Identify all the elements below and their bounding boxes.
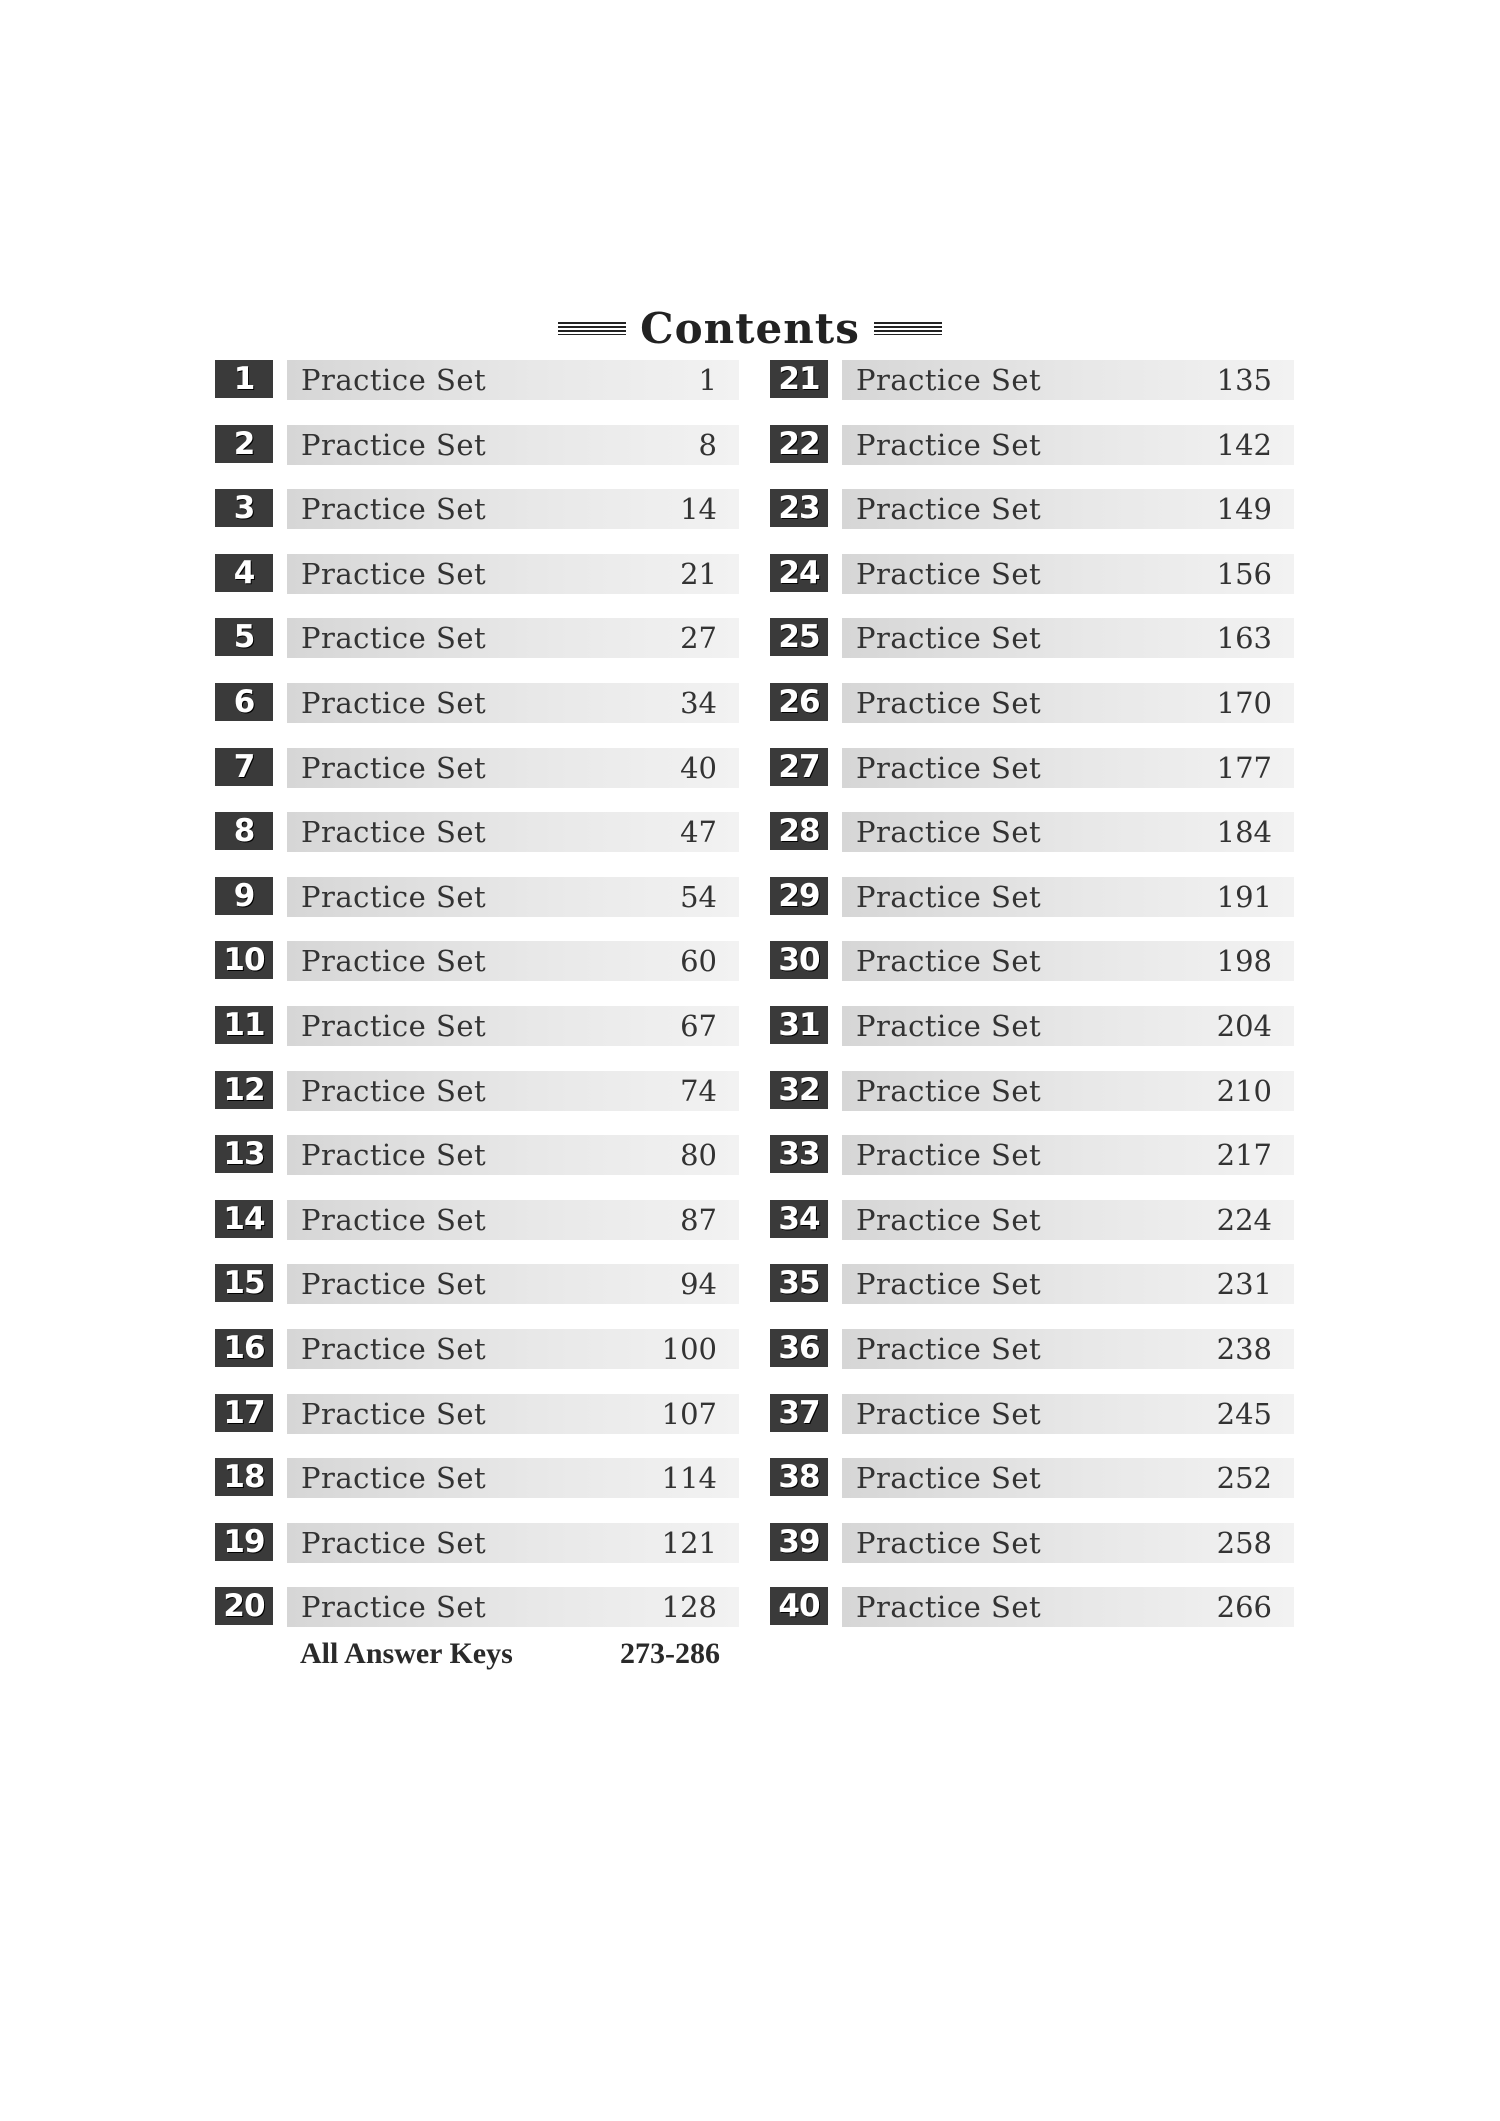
entry-label: Practice Set [856, 1008, 1042, 1043]
entry-page-number: 142 [1216, 427, 1272, 462]
entry-page-number: 114 [661, 1461, 717, 1496]
entry-label: Practice Set [301, 427, 487, 462]
contents-entry[interactable] [215, 554, 755, 596]
entry-page-number: 135 [1216, 363, 1272, 397]
entry-page-number: 47 [680, 815, 717, 850]
entry-page-number: 100 [661, 1331, 717, 1366]
contents-entry[interactable] [215, 812, 755, 854]
contents-entry[interactable] [215, 1264, 755, 1306]
entry-label: Practice Set [856, 1331, 1042, 1366]
set-number-badge: 27 [770, 748, 828, 786]
set-number-badge: 14 [215, 1200, 273, 1238]
set-number-badge: 19 [215, 1523, 273, 1561]
answer-keys-entry[interactable] [300, 1637, 720, 1677]
set-number-badge: 22 [770, 425, 828, 463]
set-number-badge: 15 [215, 1264, 273, 1302]
entry-label: Practice Set [856, 1590, 1042, 1625]
entry-label: Practice Set [301, 1331, 487, 1366]
entry-label: Practice Set [301, 750, 487, 785]
entry-page-number: 1 [698, 363, 717, 397]
entry-label: Practice Set [301, 685, 487, 720]
contents-entry[interactable] [770, 1135, 1310, 1177]
set-number-badge: 21 [770, 360, 828, 398]
entry-label: Practice Set [301, 944, 487, 979]
entry-page-number: 40 [680, 750, 717, 785]
contents-entry[interactable] [770, 554, 1310, 596]
entry-page-number: 121 [661, 1525, 717, 1560]
contents-entry[interactable] [770, 1071, 1310, 1113]
contents-entry[interactable] [770, 1329, 1310, 1371]
set-number-badge: 28 [770, 812, 828, 850]
entry-label: Practice Set [856, 750, 1042, 785]
contents-entry[interactable] [215, 1071, 755, 1113]
entry-page-number: 217 [1216, 1138, 1272, 1173]
contents-entry[interactable] [770, 1264, 1310, 1306]
entry-page-number: 156 [1216, 556, 1272, 591]
contents-entry[interactable] [215, 683, 755, 725]
set-number-badge: 40 [770, 1587, 828, 1625]
entry-page-number: 204 [1216, 1008, 1272, 1043]
set-number-badge: 18 [215, 1458, 273, 1496]
contents-column-left [215, 360, 755, 1652]
contents-entry[interactable] [215, 1458, 755, 1500]
contents-heading [0, 302, 1500, 354]
set-number-badge: 36 [770, 1329, 828, 1367]
set-number-badge: 33 [770, 1135, 828, 1173]
page-title: Contents [640, 303, 860, 353]
contents-column-right [770, 360, 1310, 1652]
contents-entry[interactable] [215, 1523, 755, 1565]
contents-entry[interactable] [215, 489, 755, 531]
set-number-badge: 17 [215, 1394, 273, 1432]
entry-label: Practice Set [301, 1267, 487, 1302]
entry-label: Practice Set [856, 427, 1042, 462]
entry-page-number: 21 [680, 556, 717, 591]
entry-label: Practice Set [856, 944, 1042, 979]
entry-label: Practice Set [301, 1396, 487, 1431]
set-number-badge: 23 [770, 489, 828, 527]
entry-page-number: 60 [680, 944, 717, 979]
title-rule-left [558, 322, 626, 335]
entry-label: Practice Set [301, 1461, 487, 1496]
set-number-badge: 6 [215, 683, 273, 721]
entry-page-number: 231 [1216, 1267, 1272, 1302]
entry-label: Practice Set [301, 1008, 487, 1043]
contents-entry[interactable] [770, 1458, 1310, 1500]
set-number-badge: 20 [215, 1587, 273, 1625]
entry-label: Practice Set [301, 1590, 487, 1625]
contents-entry[interactable] [770, 618, 1310, 660]
answer-keys-label: All Answer Keys [300, 1637, 513, 1670]
entry-page-number: 170 [1216, 685, 1272, 720]
contents-entry[interactable] [770, 1523, 1310, 1565]
contents-entry[interactable] [215, 1329, 755, 1371]
contents-entry[interactable] [215, 618, 755, 660]
entry-page-number: 107 [661, 1396, 717, 1431]
entry-page-number: 184 [1216, 815, 1272, 850]
entry-label: Practice Set [856, 1202, 1042, 1237]
entry-page-number: 163 [1216, 621, 1272, 656]
contents-entry[interactable] [770, 877, 1310, 919]
entry-label: Practice Set [856, 879, 1042, 914]
set-number-badge: 31 [770, 1006, 828, 1044]
entry-page-number: 252 [1216, 1461, 1272, 1496]
entry-label: Practice Set [856, 1461, 1042, 1496]
contents-entry[interactable] [770, 1394, 1310, 1436]
contents-entry[interactable] [215, 941, 755, 983]
entry-page-number: 128 [661, 1590, 717, 1625]
entry-page-number: 34 [680, 685, 717, 720]
entry-label: Practice Set [301, 363, 487, 397]
entry-page-number: 94 [680, 1267, 717, 1302]
entry-page-number: 87 [680, 1202, 717, 1237]
entry-page-number: 149 [1216, 492, 1272, 527]
entry-page-number: 238 [1216, 1331, 1272, 1366]
entry-page-number: 224 [1216, 1202, 1272, 1237]
entry-label: Practice Set [856, 492, 1042, 527]
set-number-badge: 38 [770, 1458, 828, 1496]
set-number-badge: 10 [215, 941, 273, 979]
entry-page-number: 54 [680, 879, 717, 914]
entry-label: Practice Set [301, 879, 487, 914]
entry-label: Practice Set [856, 1396, 1042, 1431]
entry-label: Practice Set [856, 621, 1042, 656]
set-number-badge: 9 [215, 877, 273, 915]
contents-entry[interactable] [770, 425, 1310, 467]
entry-page-number: 74 [680, 1073, 717, 1108]
contents-entry[interactable] [770, 683, 1310, 725]
entry-label: Practice Set [301, 621, 487, 656]
entry-label: Practice Set [301, 1525, 487, 1560]
entry-label: Practice Set [856, 1073, 1042, 1108]
set-number-badge: 2 [215, 425, 273, 463]
set-number-badge: 16 [215, 1329, 273, 1367]
entry-label: Practice Set [301, 556, 487, 591]
set-number-badge: 29 [770, 877, 828, 915]
set-number-badge: 37 [770, 1394, 828, 1432]
entry-page-number: 266 [1216, 1590, 1272, 1625]
contents-entry[interactable] [770, 489, 1310, 531]
set-number-badge: 8 [215, 812, 273, 850]
contents-entry[interactable] [215, 877, 755, 919]
contents-entry[interactable] [770, 1006, 1310, 1048]
set-number-badge: 11 [215, 1006, 273, 1044]
contents-entry[interactable] [215, 1200, 755, 1242]
entry-page-number: 27 [680, 621, 717, 656]
set-number-badge: 32 [770, 1071, 828, 1109]
entry-label: Practice Set [856, 1138, 1042, 1173]
entry-page-number: 191 [1216, 879, 1272, 914]
entry-page-number: 14 [680, 492, 717, 527]
title-rule-right [874, 322, 942, 335]
entry-page-number: 80 [680, 1138, 717, 1173]
set-number-badge: 30 [770, 941, 828, 979]
entry-page-number: 177 [1216, 750, 1272, 785]
set-number-badge: 12 [215, 1071, 273, 1109]
contents-entry[interactable] [770, 748, 1310, 790]
contents-entry[interactable] [215, 748, 755, 790]
set-number-badge: 24 [770, 554, 828, 592]
entry-page-number: 67 [680, 1008, 717, 1043]
contents-entry[interactable] [215, 1135, 755, 1177]
contents-entry[interactable] [770, 360, 1310, 402]
entry-label: Practice Set [856, 556, 1042, 591]
contents-entry[interactable] [770, 812, 1310, 854]
set-number-badge: 5 [215, 618, 273, 656]
entry-page-number: 8 [698, 427, 717, 462]
set-number-badge: 1 [215, 360, 273, 398]
entry-page-number: 210 [1216, 1073, 1272, 1108]
entry-page-number: 258 [1216, 1525, 1272, 1560]
set-number-badge: 4 [215, 554, 273, 592]
contents-entry[interactable] [770, 941, 1310, 983]
answer-keys-pages: 273-286 [620, 1637, 720, 1670]
set-number-badge: 26 [770, 683, 828, 721]
entry-label: Practice Set [856, 1525, 1042, 1560]
entry-label: Practice Set [856, 1267, 1042, 1302]
entry-label: Practice Set [301, 815, 487, 850]
entry-page-number: 245 [1216, 1396, 1272, 1431]
set-number-badge: 35 [770, 1264, 828, 1302]
entry-label: Practice Set [856, 815, 1042, 850]
entry-page-number: 198 [1216, 944, 1272, 979]
set-number-badge: 25 [770, 618, 828, 656]
set-number-badge: 7 [215, 748, 273, 786]
contents-entry[interactable] [215, 1394, 755, 1436]
contents-entry[interactable] [215, 1006, 755, 1048]
entry-label: Practice Set [301, 1202, 487, 1237]
entry-label: Practice Set [301, 492, 487, 527]
entry-label: Practice Set [856, 363, 1042, 397]
contents-entry[interactable] [215, 1587, 755, 1629]
set-number-badge: 3 [215, 489, 273, 527]
contents-entry[interactable] [215, 360, 755, 402]
set-number-badge: 13 [215, 1135, 273, 1173]
entry-label: Practice Set [301, 1138, 487, 1173]
entry-label: Practice Set [301, 1073, 487, 1108]
contents-entry[interactable] [770, 1200, 1310, 1242]
set-number-badge: 34 [770, 1200, 828, 1238]
contents-entry[interactable] [215, 425, 755, 467]
contents-entry[interactable] [770, 1587, 1310, 1629]
entry-label: Practice Set [856, 685, 1042, 720]
set-number-badge: 39 [770, 1523, 828, 1561]
